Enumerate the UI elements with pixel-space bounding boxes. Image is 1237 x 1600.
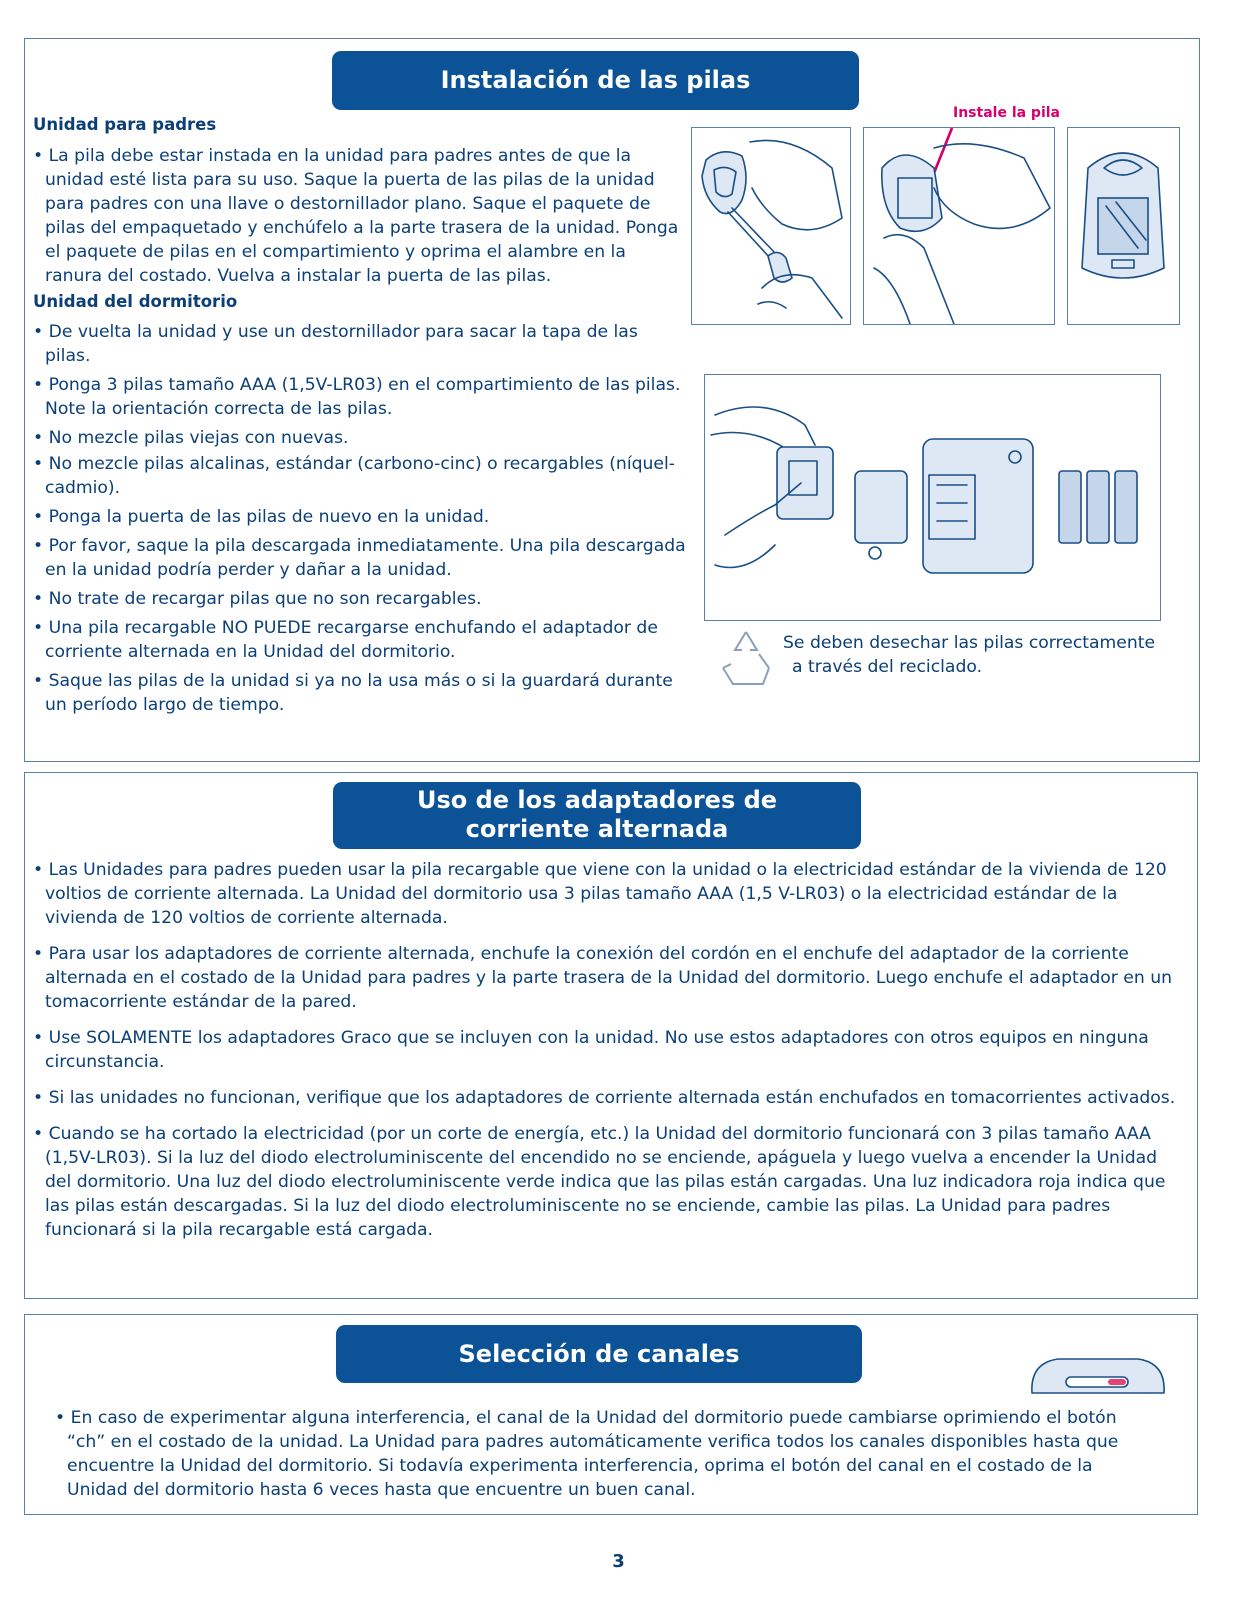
recycle-icon (717, 628, 775, 688)
section2-title (333, 782, 861, 849)
list-item: • La pila debe estar instada en la unidad para padres antes de que la unidad esté lista para su uso. Saque la puerta de las pilas de la unidad para padres con una llave o destornillador plano. Saque el paquete de pilas del empaquetado y enchúfelo a la parte trasera de la unidad. Ponga el paquete de pilas en el compartimiento y oprima el alambre en la ranura del costado. Vuelva a instalar la puerta de las pilas. (33, 144, 681, 288)
list-item: • De vuelta la unidad y use un destornillador para sacar la tapa de las pilas. (33, 320, 688, 368)
section1-title: Instalación de las pilas (332, 51, 859, 110)
channel-selection-list (55, 1406, 1155, 1507)
list-item: • No mezcle pilas alcalinas, estándar (carbono-cinc) o recargables (níquel-cadmio). (33, 452, 688, 500)
parent-unit-illustration-step3 (1067, 127, 1180, 325)
list-item: • Una pila recargable NO PUEDE recargarse enchufando el adaptador de corriente alternada en la Unidad del dormitorio. (33, 616, 688, 664)
list-item: • Para usar los adaptadores de corriente alternada, enchufe la conexión del cordón en el enchufe del adaptador de la corriente alternada en el costado de la Unidad para padres y la parte trasera de la Unidad del dormitorio. Luego enchufe el adaptador en un tomacorriente estándar de la pared. (33, 942, 1185, 1014)
recycle-note-line2: a través del reciclado. (792, 657, 983, 677)
section2-title-line1: Uso de los adaptadores de (416, 786, 778, 814)
section3-title: Selección de canales (336, 1325, 862, 1383)
channel-button-illustration (1028, 1353, 1168, 1399)
parent-unit-heading: Unidad para padres (33, 115, 217, 134)
nursery-unit-heading: Unidad del dormitorio (33, 292, 238, 311)
parent-unit-illustration-step1 (691, 127, 851, 325)
install-battery-callout: Instale la pila (953, 105, 1061, 121)
parent-unit-list (33, 144, 681, 293)
nursery-unit-list (33, 320, 688, 722)
recycle-note (783, 631, 1155, 679)
list-item: • Use SOLAMENTE los adaptadores Graco que se incluyen con la unidad. No use estos adaptadores con otros equipos en ninguna circunstancia. (33, 1026, 1185, 1074)
list-item: • Ponga la puerta de las pilas de nuevo en la unidad. (33, 505, 688, 529)
list-item: • Cuando se ha cortado la electricidad (por un corte de energía, etc.) la Unidad del dormitorio funcionará con 3 pilas tamaño AAA (1,5V-LR03). Si la luz del diodo electroluminiscente del encendido no se enciende, apáguela y luego vuelva a encender la Unidad del dormitorio. Una luz del diodo electroluminiscente verde indica que las pilas están cargadas. Una luz indicadora roja indica que las pilas están descargadas. Si la luz del diodo electroluminiscente no se enciende, cambie las pilas. La Unidad para padres funcionará si la pila recargable está cargada. (33, 1122, 1185, 1242)
list-item: • Si las unidades no funcionan, verifique que los adaptadores de corriente alternada están enchufados en tomacorrientes activados. (33, 1086, 1185, 1110)
list-item: • Las Unidades para padres pueden usar la pila recargable que viene con la unidad o la electricidad estándar de la vivienda de 120 voltios de corriente alternada. La Unidad del dormitorio usa 3 pilas tamaño AAA (1,5 V-LR03) o la electricidad estándar de la vivienda de 120 voltios de corriente alternada. (33, 858, 1185, 930)
list-item: • Por favor, saque la pila descargada inmediatamente. Una pila descargada en la unidad podría perder y dañar a la unidad. (33, 534, 688, 582)
list-item: • Ponga 3 pilas tamaño AAA (1,5V-LR03) en el compartimiento de las pilas. Note la orientación correcta de las pilas. (33, 373, 688, 421)
ac-adapters-list (33, 858, 1185, 1247)
nursery-unit-illustration (704, 374, 1161, 621)
list-item: • En caso de experimentar alguna interferencia, el canal de la Unidad del dormitorio puede cambiarse oprimiendo el botón “ch” en el costado de la unidad. La Unidad para padres automáticamente verifica todos los canales disponibles hasta que encuentre la Unidad del dormitorio. Si todavía experimenta interferencia, oprima el botón del canal en el costado de la Unidad del dormitorio hasta 6 veces hasta que encuentre un buen canal. (55, 1406, 1155, 1502)
parent-unit-illustration-step2 (863, 127, 1055, 325)
list-item: • No mezcle pilas viejas con nuevas. (33, 426, 688, 450)
page-number: 3 (612, 1551, 625, 1572)
recycle-note-line1: Se deben desechar las pilas correctamente (783, 633, 1156, 653)
list-item: • Saque las pilas de la unidad si ya no la usa más o si la guardará durante un período largo de tiempo. (33, 669, 688, 717)
list-item: • No trate de recargar pilas que no son recargables. (33, 587, 688, 611)
section2-title-line2: corriente alternada (465, 815, 729, 843)
